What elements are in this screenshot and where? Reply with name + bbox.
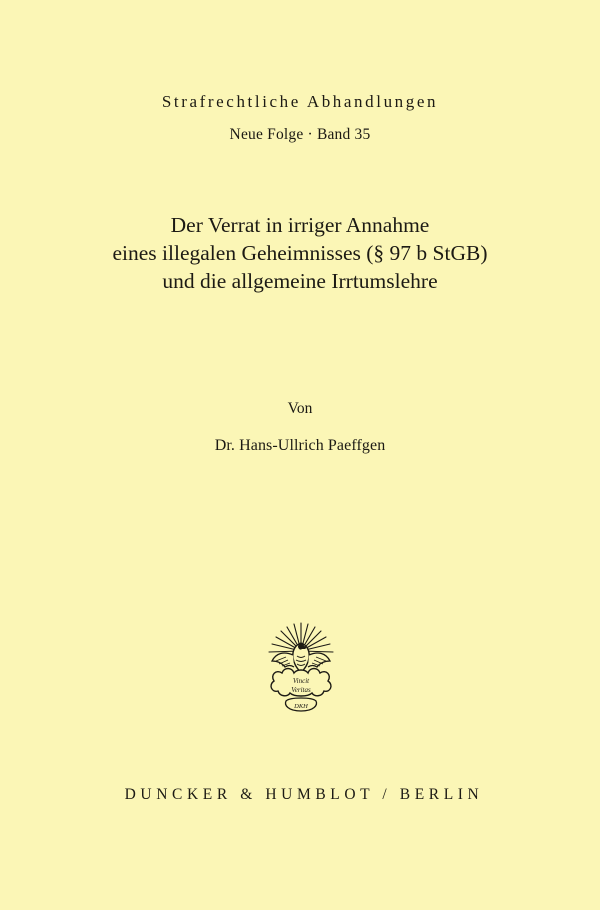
emblem-motto-line2: Veritas <box>291 686 311 694</box>
emblem-initials: DKH <box>294 703 308 710</box>
series-title: Strafrechtliche Abhandlungen <box>161 92 439 111</box>
book-title-line: und die allgemeine Irrtumslehre <box>162 269 438 293</box>
emblem-motto-line1: Vincit <box>292 677 310 685</box>
book-title <box>0 211 600 295</box>
book-title-line: eines illegalen Geheimnisses (§ 97 b StGB) <box>112 241 488 265</box>
eagle-emblem-icon <box>264 621 338 717</box>
author-name: Dr. Hans-Ullrich Paeffgen <box>214 437 386 454</box>
book-title-line: Der Verrat in irriger Annahme <box>170 213 430 237</box>
publisher-imprint: DUNCKER & HUMBLOT / BERLIN <box>124 786 484 803</box>
series-volume: Neue Folge · Band 35 <box>229 126 371 143</box>
byline: Von <box>287 400 313 417</box>
